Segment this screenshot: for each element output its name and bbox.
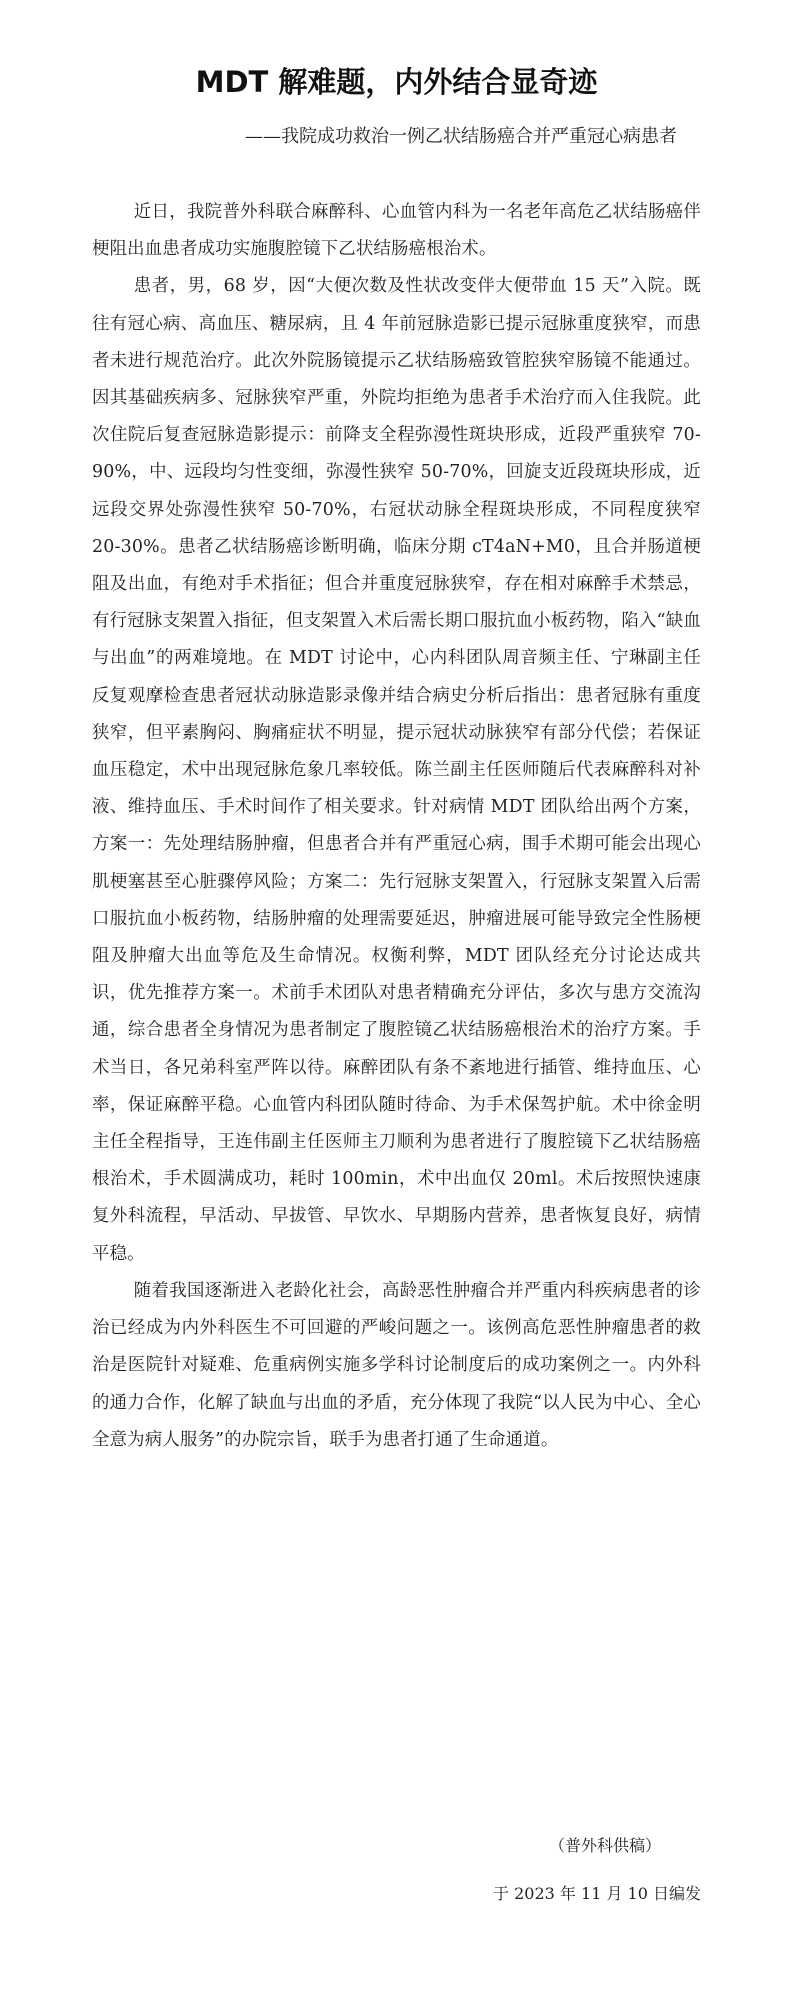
article-paragraph: 近日，我院普外科联合麻醉科、心血管内科为一名老年高危乙状结肠癌伴梗阻出血患者成功实施腹腔镜下乙状结肠癌根治术。 [92,202,701,260]
article-source: （普外科供稿） [548,1836,661,1855]
article-paragraph: 随着我国逐渐进入老龄化社会，高龄恶性肿瘤合并严重内科疾病患者的诊治已经成为内外科医生不可回避的严峻问题之一。该例高危恶性肿瘤患者的救治是医院针对疑难、危重病例实施多学科讨论制度后的成功案例之一。内外科的通力合作，化解了缺血与出血的矛盾，充分体现了我院“以人民为中心、全心全意为病人服务”的办院宗旨，联手为患者打通了生命通道。 [92,1280,701,1450]
article-paragraph: 患者，男，68 岁，因“大便次数及性状改变伴大便带血 15 天”入院。既往有冠心病、高血压、糖尿病，且 4 年前冠脉造影已提示冠脉重度狭窄，而患者未进行规范治疗。此次外院肠镜提示乙状结肠癌致管腔狭窄肠镜不能通过。因其基础疾病多、冠脉狭窄严重，外院均拒绝为患者手术治疗而入住我院。此次住院后复查冠脉造影提示：前降支全程弥漫性斑块形成，近段严重狭窄 70-90%，中、远段均匀性变细，弥漫性狭窄 50-70%，回旋支近段斑块形成，近远段交界处弥漫性狭窄 50-70%，右冠状动脉全程斑块形成，不同程度狭窄 20-30%。患者乙状结肠癌诊断明确，临床分期 cT4aN+M0，且合并肠道梗阻及出血，有绝对手术指征；但合并重度冠脉狭窄，存在相对麻醉手术禁忌，有行冠脉支架置入指征，但支架置入术后需长期口服抗血小板药物，陷入“缺血与出血”的两难境地。在 MDT 讨论中，心内科团队周音频主任、宁琳副主任反复观摩检查患者冠状动脉造影录像并结合病史分析后指出：患者冠脉有重度狭窄，但平素胸闷、胸痛症状不明显，提示冠状动脉狭窄有部分代偿；若保证血压稳定，术中出现冠脉危象几率较低。陈兰副主任医师随后代表麻醉科对补液、维持血压、手术时间作了相关要求。针对病情 MDT 团队给出两个方案，方案一：先处理结肠肿瘤，但患者合并有严重冠心病，围手术期可能会出现心肌梗塞甚至心脏骤停风险；方案二：先行冠脉支架置入，行冠脉支架置入后需口服抗血小板药物，结肠肿瘤的处理需要延迟，肿瘤进展可能导致完全性肠梗阻及肿瘤大出血等危及生命情况。权衡利弊，MDT 团队经充分讨论达成共识，优先推荐方案一。术前手术团队对患者精确充分评估，多次与患方交流沟通，综合患者全身情况为患者制定了腹腔镜乙状结肠癌根治术的治疗方案。手术当日，各兄弟科室严阵以待。麻醉团队有条不紊地进行插管、维持血压、心率，保证麻醉平稳。心血管内科团队随时待命、为手术保驾护航。术中徐金明主任全程指导，王连伟副主任医师主刀顺利为患者进行了腹腔镜下乙状结肠癌根治术，手术圆满成功，耗时 100min，术中出血仅 20ml。术后按照快速康复外科流程，早活动、早拔管、早饮水、早期肠内营养，患者恢复良好，病情平稳。 [92,276,701,1264]
article-title: MDT 解难题，内外结合显奇迹 [195,65,598,99]
article-body [92,194,701,1459]
article-subtitle: ——我院成功救治一例乙状结肠癌合并严重冠心病患者 [245,126,677,147]
article-date: 于 2023 年 11 月 10 日编发 [493,1884,701,1903]
article-footer [493,1828,701,1912]
